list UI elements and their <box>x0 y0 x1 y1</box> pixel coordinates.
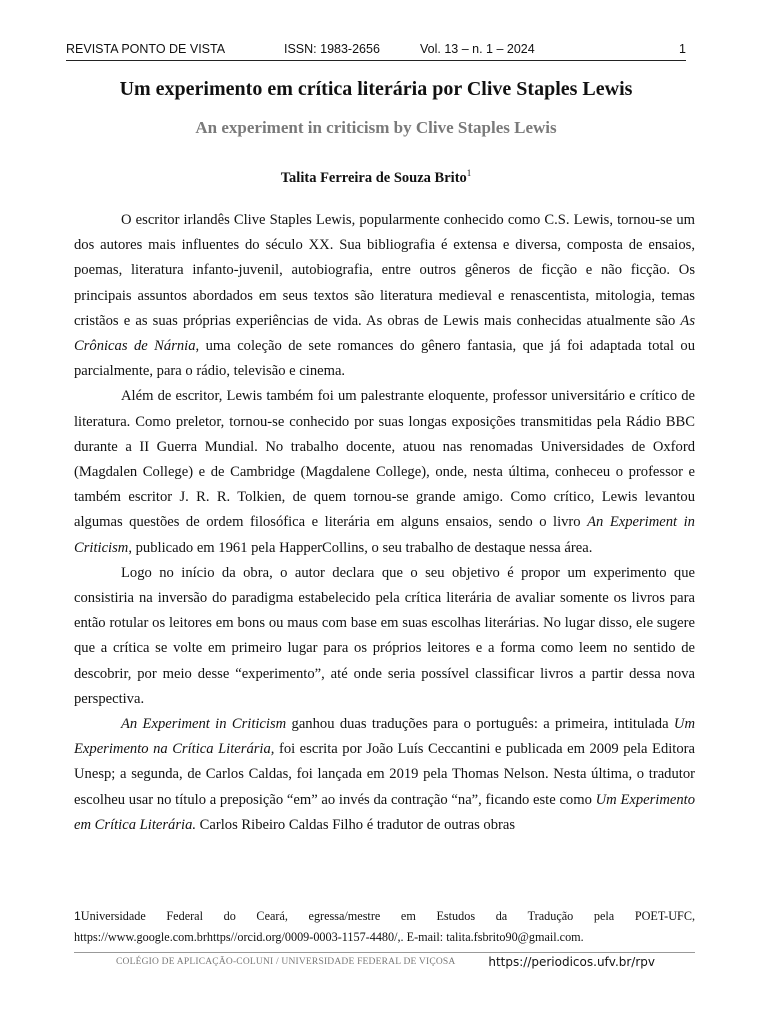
footnote <box>74 906 695 948</box>
volume-issue: Vol. 13 – n. 1 – 2024 <box>420 42 535 56</box>
footnote-text[interactable]: Universidade Federal do Ceará, egressa/mestre em Estudos da Tradução pela POET-UFC, https://www.google.com.brhttps//orcid.org/0009-0003-1157-4480/,. E-mail: talita.fsbrito90@gmail.com. <box>74 909 695 944</box>
footer-divider <box>74 952 695 953</box>
article-body <box>74 208 695 838</box>
footer-institution: COLÉGIO DE APLICAÇÃO-COLUNI / UNIVERSIDADE FEDERAL DE VIÇOSA <box>116 957 456 967</box>
book-title-experiment: An Experiment in Criticism <box>121 716 287 733</box>
book-title-narnia: As Crônicas de Nárnia <box>74 312 695 355</box>
paragraph-3: Logo no início da obra, o autor declara que o seu objetivo é propor um experimento que consistiria na inversão do paradigma estabelecido pela crítica literária de avaliar somente os livros para então rotular os leitores em bons ou maus com base em suas escolhas literárias. No lugar disso, ele sugere que a crítica se volte em primeiro lugar para os próprios leitores e a forma como leem no sentido de descobrir, por meio desse “experimento”, até onde seria possível classificar livros a partir dessa nova perspectiva. <box>74 564 695 707</box>
paragraph-2: Além de escritor, Lewis também foi um palestrante eloquente, professor universitário e crítico de literatura. Como preletor, tornou-se conhecido por suas longas exposições transmitidas pela Rádio BBC durante a II Guerra Mundial. No trabalho docente, atuou nas renomadas Universidades de Oxford (Magdalen College) e de Cambridge (Magdalene College), onde, nesta última, conheceu o professor e também escritor J. R. R. Tolkien, de quem tornou-se grande amigo. Como crítico, Lewis levantou algumas questões de ordem filosófica e literária em alguns ensaios, sendo o livro An Experiment in Criticism, publicado em 1961 pela HapperCollins, o seu trabalho de destaque nessa área. <box>74 388 695 556</box>
footnote-number: 1 <box>74 909 81 923</box>
translation-title-2: Um Experimento em Crítica Literária. <box>74 791 696 833</box>
journal-name: REVISTA PONTO DE VISTA <box>66 42 226 56</box>
translation-title-1: Um Experimento na Crítica Literária, <box>74 716 696 758</box>
page-number: 1 <box>679 42 686 56</box>
paragraph-1: O escritor irlandês Clive Staples Lewis, popularmente conhecido como C.S. Lewis, tornou-se um dos autores mais influentes do século XX. Sua bibliografia é extensa e diversa, composta de ensaios, poemas, literatura infanto-juvenil, autobiografia, entre outros gêneros de ficção e não ficção. Os principais assuntos abordados em seus textos são literatura medieval e renascentista, mitologia, temas cristãos e as suas próprias experiências de vida. As obras de Lewis mais conhecidas atualmente são As Crônicas de Nárnia, uma coleção de sete romances do gênero fantasia, que já foi adaptada total ou parcialmente, para o rádio, televisão e cinema. <box>74 212 695 380</box>
author-footnote-ref[interactable]: 1 <box>466 168 472 178</box>
footer-url-link[interactable]: https://periodicos.ufv.br/rpv <box>488 955 655 969</box>
running-header <box>66 40 686 61</box>
article-title: Um experimento em crítica literária por Clive Staples Lewis <box>119 78 633 100</box>
book-title-experiment: An Experiment in Criticism <box>74 514 695 556</box>
issn: ISSN: 1983-2656 <box>284 42 380 56</box>
paragraph-4: An Experiment in Criticism ganhou duas traduções para o português: a primeira, intitulada Um Experimento na Crítica Literária, foi escrita por João Luís Ceccantini e publicada em 2009 pela Editora Unesp; a segunda, de Carlos Caldas, foi lançada em 2019 pela Thomas Nelson. Nesta última, o tradutor escolheu usar no título a preposição “em” ao invés da contração “na”, ficando este como Um Experimento em Crítica Literária. Carlos Ribeiro Caldas Filho é tradutor de outras obras <box>74 716 696 833</box>
page-footer <box>74 955 695 973</box>
author-name: Talita Ferreira de Souza Brito <box>280 169 467 186</box>
author-line <box>66 168 686 187</box>
article-subtitle: An experiment in criticism by Clive Staples Lewis <box>195 118 557 137</box>
